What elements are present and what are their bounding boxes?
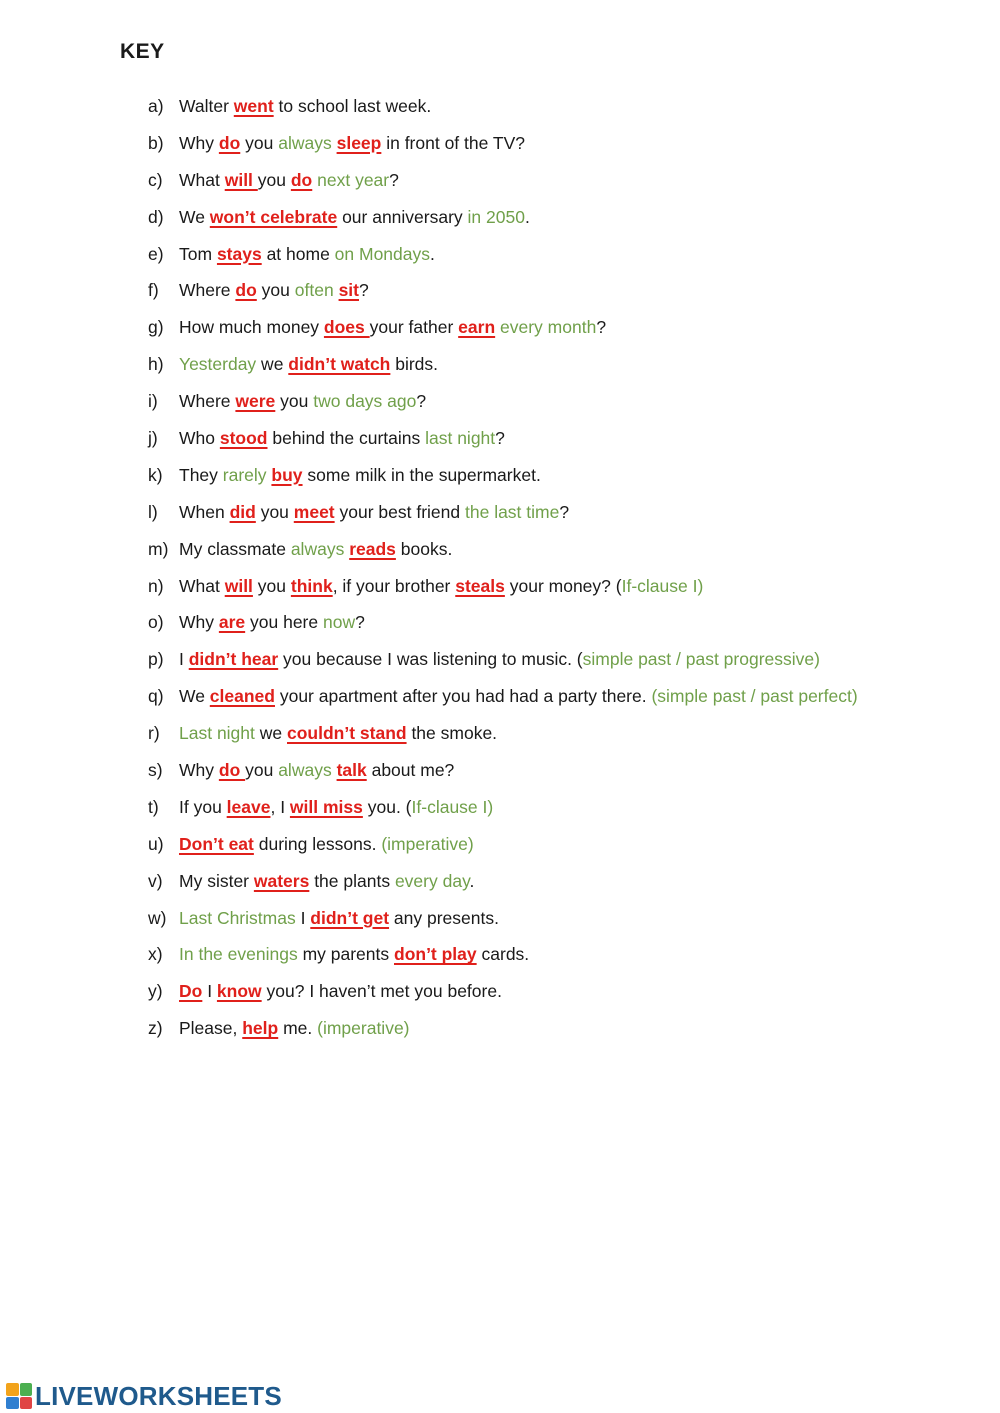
sentence-text: Why xyxy=(179,612,219,633)
answer-verb: are xyxy=(218,612,246,633)
answer-item xyxy=(148,494,858,531)
answer-verb: were xyxy=(235,391,276,412)
answer-sentence xyxy=(179,207,530,228)
time-signal-word: If-clause I) xyxy=(621,575,704,596)
sentence-text: the smoke. xyxy=(406,723,498,744)
item-marker: f) xyxy=(148,280,159,301)
sentence-text: I xyxy=(179,649,189,670)
answer-item xyxy=(148,752,858,789)
answer-item xyxy=(148,309,858,346)
sentence-text: Where xyxy=(179,391,236,412)
answer-sentence xyxy=(179,317,606,338)
brand-name: LIVEWORKSHEETS xyxy=(35,1380,282,1411)
answer-verb: don’t play xyxy=(394,944,477,965)
answer-sentence xyxy=(179,871,474,892)
answer-verb: leave xyxy=(226,796,271,817)
answer-key-list xyxy=(148,88,858,1047)
answer-item xyxy=(148,272,858,309)
sentence-text: We xyxy=(179,206,210,227)
item-marker: k) xyxy=(148,464,163,485)
sentence-text: ? xyxy=(559,501,570,522)
sentence-text: you xyxy=(275,391,314,412)
sentence-text: to school last week. xyxy=(273,95,432,116)
item-marker: v) xyxy=(148,870,163,891)
time-signal-word: If-clause I) xyxy=(411,796,494,817)
answer-sentence xyxy=(179,908,499,929)
answer-item xyxy=(148,162,858,199)
answer-verb: steals xyxy=(455,575,505,596)
time-signal-word: Last Christmas xyxy=(179,907,296,928)
answer-item xyxy=(148,457,858,494)
answer-sentence xyxy=(179,686,858,707)
time-signal-word: always xyxy=(278,132,332,153)
answer-sentence xyxy=(179,797,493,818)
answer-verb: sit xyxy=(338,280,359,301)
sentence-text: , I xyxy=(270,796,290,817)
sentence-text: you? I haven’t met you before. xyxy=(261,981,502,1002)
sentence-text: Who xyxy=(179,427,220,448)
sentence-text: during lessons. xyxy=(253,833,382,854)
answer-verb: think xyxy=(290,575,333,596)
answer-sentence xyxy=(179,502,569,523)
liveworksheets-logo-icon xyxy=(6,1383,32,1409)
answer-sentence xyxy=(179,170,399,191)
answer-item xyxy=(148,568,858,605)
answer-item xyxy=(148,236,858,273)
answer-sentence xyxy=(179,944,529,965)
answer-verb: will xyxy=(224,575,253,596)
answer-item xyxy=(148,863,858,900)
item-marker: b) xyxy=(148,132,164,153)
time-signal-word: simple past / past progressive) xyxy=(582,649,820,670)
answer-sentence xyxy=(179,244,435,265)
sentence-text: in front of the TV? xyxy=(381,132,525,153)
answer-sentence xyxy=(179,280,369,301)
sentence-text: some milk in the supermarket. xyxy=(302,464,541,485)
answer-sentence xyxy=(179,834,474,855)
answer-item xyxy=(148,420,858,457)
sentence-text: . xyxy=(430,243,435,264)
item-marker: e) xyxy=(148,243,164,264)
answer-item xyxy=(148,900,858,937)
sentence-text: cards. xyxy=(476,944,530,965)
time-signal-word: on Mondays xyxy=(334,243,431,264)
sentence-text: . xyxy=(524,206,530,227)
answer-verb: will xyxy=(224,169,258,190)
sentence-text: Where xyxy=(179,280,236,301)
logo-square xyxy=(20,1397,33,1410)
answer-sentence xyxy=(179,760,454,781)
answer-sentence xyxy=(179,133,525,154)
sentence-text: ? xyxy=(355,612,365,633)
time-signal-word: (imperative) xyxy=(381,833,474,854)
item-marker: s) xyxy=(148,759,163,780)
sentence-text: your best friend xyxy=(334,501,465,522)
item-marker: c) xyxy=(148,169,163,190)
sentence-text: Please, xyxy=(179,1018,243,1039)
sentence-text: What xyxy=(179,575,225,596)
sentence-text: How much money xyxy=(179,317,324,338)
answer-sentence xyxy=(179,649,820,670)
answer-verb: do xyxy=(235,280,257,301)
item-marker: l) xyxy=(148,501,158,522)
time-signal-word: always xyxy=(290,538,345,559)
answer-item xyxy=(148,1010,858,1047)
answer-verb: did xyxy=(229,501,256,522)
sentence-text: any presents. xyxy=(389,907,499,928)
time-signal-word: last night xyxy=(425,427,496,448)
answer-verb: buy xyxy=(271,464,303,485)
item-marker: m) xyxy=(148,538,169,559)
sentence-text: you xyxy=(245,759,279,780)
logo-square xyxy=(6,1397,19,1410)
sentence-text: you xyxy=(257,169,291,190)
sentence-text: If you xyxy=(179,796,227,817)
sentence-text: ? xyxy=(495,427,505,448)
answer-item xyxy=(148,531,858,568)
item-marker: u) xyxy=(148,833,164,854)
time-signal-word: (imperative) xyxy=(317,1018,410,1039)
answer-item xyxy=(148,641,858,678)
answer-item xyxy=(148,346,858,383)
answer-verb: went xyxy=(233,95,274,116)
sentence-text: you xyxy=(256,280,295,301)
time-signal-word: in 2050 xyxy=(467,206,525,227)
item-marker: h) xyxy=(148,354,164,375)
item-marker: q) xyxy=(148,686,164,707)
item-marker: o) xyxy=(148,612,164,633)
sentence-text: What xyxy=(179,169,225,190)
item-marker: r) xyxy=(148,723,160,744)
answer-verb: didn’t watch xyxy=(288,354,391,375)
item-marker: t) xyxy=(148,796,159,817)
answer-verb: stays xyxy=(216,243,262,264)
sentence-text: my parents xyxy=(297,944,394,965)
answer-verb: cleaned xyxy=(209,686,275,707)
answer-verb: didn’t hear xyxy=(188,649,279,670)
sentence-text: We xyxy=(179,686,210,707)
answer-verb: talk xyxy=(336,759,367,780)
sentence-text: Why xyxy=(179,132,219,153)
sentence-text: books. xyxy=(395,538,453,559)
answer-verb: Don’t eat xyxy=(179,833,254,854)
answer-verb: meet xyxy=(293,501,335,522)
answer-sentence xyxy=(179,723,497,744)
answer-sentence xyxy=(179,354,438,375)
time-signal-word: the last time xyxy=(465,501,560,522)
answer-verb: do xyxy=(218,759,246,780)
answer-item xyxy=(148,678,858,715)
answer-item xyxy=(148,826,858,863)
time-signal-word: often xyxy=(294,280,334,301)
sentence-text: behind the curtains xyxy=(267,427,426,448)
time-signal-word: now xyxy=(322,612,356,633)
answer-verb: does xyxy=(323,317,370,338)
time-signal-word: every day xyxy=(394,870,470,891)
sentence-text: our anniversary xyxy=(337,206,468,227)
sentence-text: you xyxy=(240,132,279,153)
answer-item xyxy=(148,604,858,641)
item-marker: w) xyxy=(148,907,167,928)
sentence-text: . xyxy=(469,870,475,891)
answer-verb: couldn’t stand xyxy=(287,723,407,744)
time-signal-word: Last night xyxy=(179,723,255,744)
footer-brand xyxy=(6,1382,282,1410)
answer-sentence xyxy=(179,96,431,117)
sentence-text: My classmate xyxy=(179,538,291,559)
sentence-text: They xyxy=(179,464,223,485)
sentence-text: ? xyxy=(359,280,369,301)
sentence-text: My sister xyxy=(179,870,254,891)
answer-item xyxy=(148,199,858,236)
sentence-text: , if your brother xyxy=(332,575,456,596)
answer-item xyxy=(148,973,858,1010)
logo-square xyxy=(6,1383,19,1396)
answer-verb: Do xyxy=(179,981,203,1002)
sentence-text: I xyxy=(202,981,217,1002)
answer-sentence xyxy=(179,391,426,412)
sentence-text: you. ( xyxy=(362,796,412,817)
sentence-text: ? xyxy=(416,391,427,412)
time-signal-word: always xyxy=(278,759,332,780)
answer-verb: didn’t get xyxy=(310,907,390,928)
time-signal-word: next year xyxy=(317,169,390,190)
sentence-text: you xyxy=(255,501,294,522)
item-marker: i) xyxy=(148,391,158,412)
answer-verb: reads xyxy=(349,538,396,559)
sentence-text: birds. xyxy=(390,354,439,375)
sentence-text: you because I was listening to music. ( xyxy=(278,649,583,670)
sentence-text: we xyxy=(256,354,289,375)
logo-square xyxy=(20,1383,33,1396)
time-signal-word: In the evenings xyxy=(179,944,298,965)
sentence-text: at home xyxy=(261,243,335,264)
item-marker: y) xyxy=(148,981,163,1002)
item-marker: j) xyxy=(148,427,158,448)
sentence-text: you xyxy=(252,575,291,596)
answer-sentence xyxy=(179,1018,410,1039)
answer-sentence xyxy=(179,465,541,486)
answer-verb: do xyxy=(218,132,241,153)
answer-verb: will miss xyxy=(289,796,363,817)
answer-verb: stood xyxy=(219,427,268,448)
sentence-text: Why xyxy=(179,759,219,780)
item-marker: z) xyxy=(148,1018,163,1039)
item-marker: g) xyxy=(148,317,164,338)
item-marker: x) xyxy=(148,944,163,965)
sentence-text: your apartment after you had had a party there. xyxy=(274,686,652,707)
sentence-text: we xyxy=(254,723,287,744)
answer-verb: do xyxy=(290,169,313,190)
item-marker: d) xyxy=(148,206,164,227)
answer-verb: earn xyxy=(458,317,496,338)
answer-item xyxy=(148,125,858,162)
answer-item xyxy=(148,88,858,125)
time-signal-word: (simple past / past perfect) xyxy=(651,686,858,707)
answer-sentence xyxy=(179,428,505,449)
answer-item xyxy=(148,789,858,826)
time-signal-word: two days ago xyxy=(313,391,417,412)
time-signal-word: rarely xyxy=(222,464,267,485)
answer-item xyxy=(148,715,858,752)
answer-sentence xyxy=(179,981,502,1002)
sentence-text: Walter xyxy=(179,95,234,116)
time-signal-word: Yesterday xyxy=(179,354,257,375)
answer-sentence xyxy=(179,576,703,597)
item-marker: a) xyxy=(148,95,164,116)
sentence-text: your father xyxy=(369,317,459,338)
answer-verb: waters xyxy=(253,870,310,891)
answer-item xyxy=(148,936,858,973)
sentence-text: about me? xyxy=(366,759,455,780)
answer-item xyxy=(148,383,858,420)
answer-sentence xyxy=(179,612,365,633)
item-marker: p) xyxy=(148,649,164,670)
item-marker: n) xyxy=(148,575,164,596)
sentence-text: you here xyxy=(245,612,323,633)
sentence-text: the plants xyxy=(309,870,395,891)
sentence-text: Tom xyxy=(179,243,217,264)
answer-verb: sleep xyxy=(336,132,382,153)
sentence-text: I xyxy=(295,907,311,928)
sentence-text: ? xyxy=(596,317,607,338)
answer-verb: help xyxy=(242,1018,279,1039)
answer-verb: won’t celebrate xyxy=(209,206,338,227)
answer-sentence xyxy=(179,539,452,560)
sentence-text: When xyxy=(179,501,230,522)
sentence-text: your money? ( xyxy=(504,575,622,596)
sentence-text: me. xyxy=(278,1018,318,1039)
sentence-text: ? xyxy=(389,169,399,190)
page-title: KEY xyxy=(120,40,165,63)
time-signal-word: every month xyxy=(500,317,597,338)
answer-verb: know xyxy=(216,981,262,1002)
